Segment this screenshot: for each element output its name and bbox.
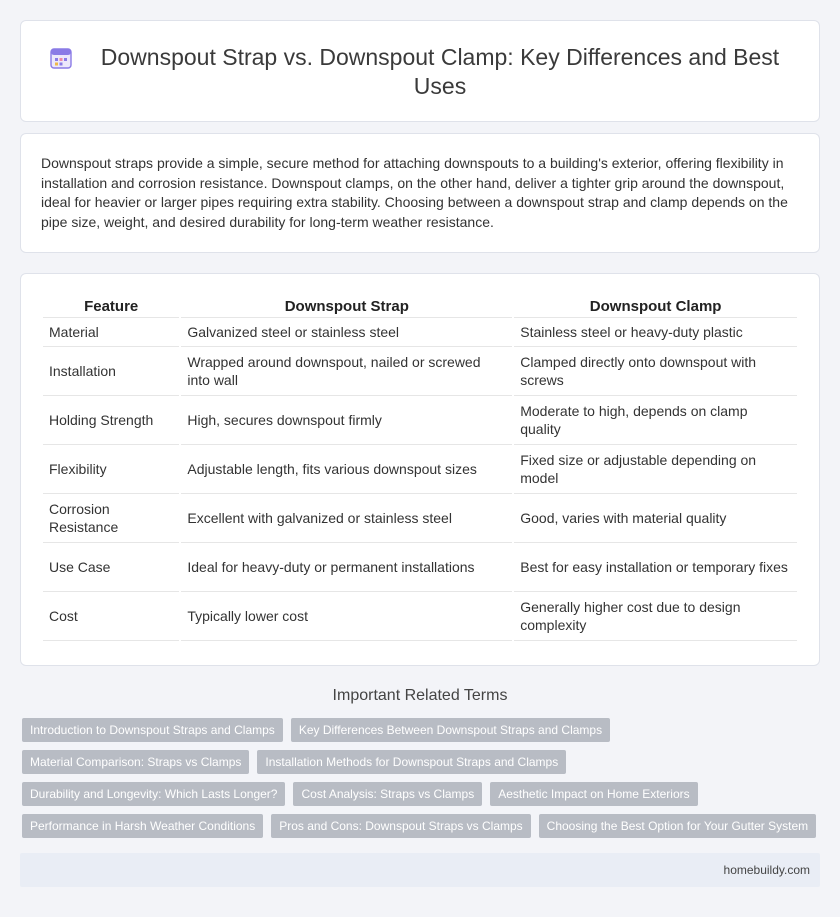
- header-downspout-clamp: Downspout Clamp: [514, 296, 797, 318]
- header-downspout-strap: Downspout Strap: [181, 296, 512, 318]
- table-row: [43, 445, 797, 494]
- table-cell-feature: Flexibility: [43, 445, 179, 494]
- related-term-tag[interactable]: Key Differences Between Downspout Straps and Clamps: [291, 718, 610, 742]
- table-header-row: [43, 296, 797, 318]
- table-cell-clamp: Best for easy installation or temporary fixes: [514, 543, 797, 592]
- table-cell-strap: Galvanized steel or stainless steel: [181, 318, 512, 347]
- table-row: [43, 592, 797, 641]
- tag-row: [22, 750, 822, 774]
- related-term-tag[interactable]: Aesthetic Impact on Home Exteriors: [490, 782, 697, 806]
- table-row: [43, 543, 797, 592]
- related-term-tag[interactable]: Durability and Longevity: Which Lasts Longer?: [22, 782, 285, 806]
- table-cell-feature: Material: [43, 318, 179, 347]
- comparison-table: [41, 296, 799, 641]
- table-cell-clamp: Stainless steel or heavy-duty plastic: [514, 318, 797, 347]
- table-cell-feature: Use Case: [43, 543, 179, 592]
- table-cell-clamp: Moderate to high, depends on clamp quality: [514, 396, 797, 445]
- page-title: Downspout Strap vs. Downspout Clamp: Key Differences and Best Uses: [100, 44, 780, 99]
- related-term-tag[interactable]: Performance in Harsh Weather Conditions: [22, 814, 263, 838]
- table-cell-feature: Cost: [43, 592, 179, 641]
- tag-row: [22, 782, 822, 806]
- table-row: [43, 318, 797, 347]
- tag-row: [22, 814, 822, 838]
- related-terms-title: Important Related Terms: [332, 687, 508, 704]
- tag-row: [22, 718, 822, 742]
- table-cell-clamp: Good, varies with material quality: [514, 494, 797, 543]
- footer-site-link[interactable]: homebuildy.com: [723, 863, 810, 877]
- table-row: [43, 494, 797, 543]
- table-cell-strap: Typically lower cost: [181, 592, 512, 641]
- table-cell-feature: Holding Strength: [43, 396, 179, 445]
- table-cell-clamp: Fixed size or adjustable depending on model: [514, 445, 797, 494]
- comparison-table-card: [20, 273, 820, 666]
- related-term-tag[interactable]: Material Comparison: Straps vs Clamps: [22, 750, 249, 774]
- table-cell-feature: Corrosion Resistance: [43, 494, 179, 543]
- table-cell-clamp: Clamped directly onto downspout with screws: [514, 347, 797, 396]
- table-cell-clamp: Generally higher cost due to design complexity: [514, 592, 797, 641]
- intro-card: [20, 133, 820, 253]
- table-row: [43, 347, 797, 396]
- footer: [20, 853, 820, 887]
- table-cell-strap: Wrapped around downspout, nailed or screwed into wall: [181, 347, 512, 396]
- table-cell-strap: Ideal for heavy-duty or permanent installations: [181, 543, 512, 592]
- title-card: [20, 20, 820, 122]
- related-term-tag[interactable]: Installation Methods for Downspout Straps and Clamps: [257, 750, 566, 774]
- table-cell-strap: Adjustable length, fits various downspout sizes: [181, 445, 512, 494]
- related-terms-tags: [22, 718, 822, 846]
- table-cell-feature: Installation: [43, 347, 179, 396]
- related-term-tag[interactable]: Introduction to Downspout Straps and Clamps: [22, 718, 283, 742]
- table-cell-strap: High, secures downspout firmly: [181, 396, 512, 445]
- related-term-tag[interactable]: Cost Analysis: Straps vs Clamps: [293, 782, 482, 806]
- related-term-tag[interactable]: Choosing the Best Option for Your Gutter System: [539, 814, 816, 838]
- related-term-tag[interactable]: Pros and Cons: Downspout Straps vs Clamps: [271, 814, 530, 838]
- header-feature: Feature: [43, 296, 179, 318]
- table-cell-strap: Excellent with galvanized or stainless steel: [181, 494, 512, 543]
- table-row: [43, 396, 797, 445]
- intro-paragraph: Downspout straps provide a simple, secure method for attaching downspouts to a building's exterior, offering flexibility in installation and corrosion resistance. Downspout clamps, on the other hand, deliver a tighter grip around the downspout, ideal for heavier or larger pipes requiring extra stability. Choosing between a downspout strap and clamp depends on the pipe size, weight, and desired durability for long-term weather resistance.: [41, 155, 788, 230]
